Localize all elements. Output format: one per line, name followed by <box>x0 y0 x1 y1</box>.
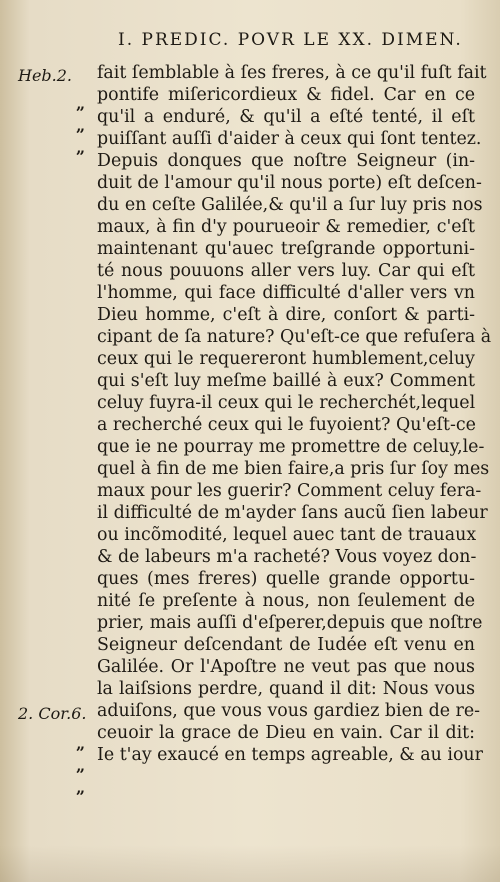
text-line: duit de l'amour qu'il nous porte) eſt deſcen- <box>97 173 482 193</box>
text-line: ceuoir la grace de Dieu en vain. Car il dit: <box>97 723 475 743</box>
text-line: cipant de ſa nature? Qu'eſt-ce que refuſera à <box>97 327 492 347</box>
text-line: celuy fuyra-il ceux qui le recherchét,lequel <box>97 393 476 413</box>
text-line: qu'il a enduré, & qu'il a eſté tenté, il eſt <box>97 107 475 127</box>
text-line: l'homme, qui face difficulté d'aller vers vn <box>97 283 475 303</box>
margin-note-heb: Heb.2. <box>18 66 73 85</box>
text-line: prier, mais auſſi d'eſperer,depuis que noſtre <box>97 613 483 633</box>
quote-mark: „ <box>76 734 86 753</box>
text-line: du en ceſte Galilée,& qu'il a ſur luy pris nos <box>97 195 483 215</box>
text-line: ques (mes freres) quelle grande opportu- <box>97 569 475 589</box>
text-line: ceux qui le requereront humblement,celuy <box>97 349 475 369</box>
text-line: aduiſons, que vous vous gardiez bien de re- <box>97 701 481 721</box>
quote-mark: „ <box>76 138 86 157</box>
quote-mark: „ <box>76 778 86 797</box>
text-line: ou incõmodité, lequel auec tant de trauaux <box>97 525 477 545</box>
text-line: fait ſemblable à ſes freres, à ce qu'il fuſt fait <box>97 63 487 83</box>
text-line: a recherché ceux qui le fuyoient? Qu'eſt-ce <box>97 415 476 435</box>
text-line: puiſſant auſſi d'aider à ceux qui ſont tentez. <box>97 129 482 149</box>
page-bottom-shade <box>0 845 500 882</box>
text-line: Depuis donques que noſtre Seigneur (in- <box>97 151 475 171</box>
running-head: I. PREDIC. POVR LE XX. DIMEN. <box>118 30 463 50</box>
text-line: té nous pouuons aller vers luy. Car qui eſt <box>97 261 475 281</box>
text-line: Ie t'ay exaucé en temps agreable, & au iour <box>97 745 483 765</box>
quote-mark: „ <box>76 116 86 135</box>
quote-mark: „ <box>76 94 86 113</box>
text-line: que ie ne pourray me promettre de celuy,le- <box>97 437 485 457</box>
margin-note-cor: 2. Cor.6. <box>18 704 87 723</box>
text-line: maux pour les guerir? Comment celuy fera- <box>97 481 482 501</box>
text-line: il difficulté de m'ayder ſans aucũ ſien labeur <box>97 503 488 523</box>
text-line: Galilée. Or l'Apoſtre ne veut pas que nous <box>97 657 475 677</box>
text-line: qui s'eſt luy meſme baillé à eux? Comment <box>97 371 475 391</box>
text-line: nité ſe preſente à nous, non ſeulement de <box>97 591 475 611</box>
text-line: Seigneur deſcendant de Iudée eſt venu en <box>97 635 475 655</box>
text-line: & de labeurs m'a racheté? Vous voyez don- <box>97 547 477 567</box>
quote-mark: „ <box>76 756 86 775</box>
text-line: maintenant qu'auec treſgrande opportuni- <box>97 239 475 259</box>
text-line: Dieu homme, c'eſt à dire, conſort & parti- <box>97 305 475 325</box>
text-line: la laiſsions perdre, quand il dit: Nous vous <box>97 679 475 699</box>
text-line: pontife miſericordieux & fidel. Car en ce <box>97 85 475 105</box>
text-line: maux, à fin d'y pourueoir & remedier, c'eſt <box>97 217 475 237</box>
text-line: quel à fin de me bien faire,a pris ſur ſoy mes <box>97 459 490 479</box>
